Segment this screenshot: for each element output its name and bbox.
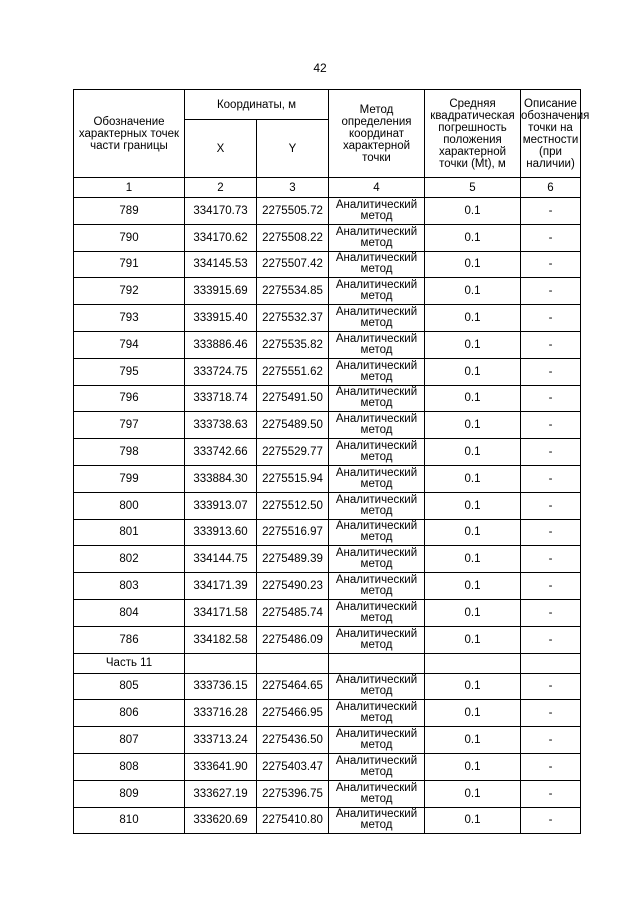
error-cell: 0.1 bbox=[425, 198, 521, 225]
y-coordinate-cell: 2275410.80 bbox=[257, 807, 329, 834]
x-coordinate-cell: 333718.74 bbox=[185, 385, 257, 412]
description-cell: - bbox=[521, 251, 581, 278]
point-id-cell: 792 bbox=[74, 278, 185, 305]
description-cell: - bbox=[521, 546, 581, 573]
description-cell: - bbox=[521, 626, 581, 653]
description-cell: - bbox=[521, 198, 581, 225]
y-coordinate-cell: 2275464.65 bbox=[257, 673, 329, 700]
error-cell: 0.1 bbox=[425, 278, 521, 305]
table-body-part-b bbox=[74, 673, 581, 834]
table-row bbox=[74, 626, 581, 653]
method-cell: Аналитический метод bbox=[329, 727, 425, 754]
description-cell: - bbox=[521, 385, 581, 412]
point-id-cell: 809 bbox=[74, 780, 185, 807]
description-cell: - bbox=[521, 519, 581, 546]
point-id-cell: 801 bbox=[74, 519, 185, 546]
description-cell: - bbox=[521, 331, 581, 358]
point-id-cell: 795 bbox=[74, 358, 185, 385]
y-coordinate-cell: 2275490.23 bbox=[257, 573, 329, 600]
x-coordinate-cell: 334145.53 bbox=[185, 251, 257, 278]
point-id-cell: 808 bbox=[74, 753, 185, 780]
header-coordinates: Координаты, м bbox=[185, 90, 329, 120]
table-row bbox=[74, 700, 581, 727]
table-row bbox=[74, 780, 581, 807]
table-row bbox=[74, 439, 581, 466]
method-cell: Аналитический метод bbox=[329, 573, 425, 600]
method-cell: Аналитический метод bbox=[329, 358, 425, 385]
header-y: Y bbox=[257, 120, 329, 178]
table-row bbox=[74, 278, 581, 305]
y-coordinate-cell: 2275508.22 bbox=[257, 224, 329, 251]
method-cell: Аналитический метод bbox=[329, 224, 425, 251]
description-cell: - bbox=[521, 224, 581, 251]
table-row bbox=[74, 358, 581, 385]
x-coordinate-cell: 333627.19 bbox=[185, 780, 257, 807]
method-cell: Аналитический метод bbox=[329, 807, 425, 834]
column-number-row bbox=[74, 178, 581, 198]
error-cell: 0.1 bbox=[425, 305, 521, 332]
x-coordinate-cell: 333886.46 bbox=[185, 331, 257, 358]
x-coordinate-cell: 333742.66 bbox=[185, 439, 257, 466]
column-number: 4 bbox=[329, 178, 425, 198]
y-coordinate-cell: 2275403.47 bbox=[257, 753, 329, 780]
x-coordinate-cell: 333724.75 bbox=[185, 358, 257, 385]
x-coordinate-cell: 334170.73 bbox=[185, 198, 257, 225]
x-coordinate-cell: 334170.62 bbox=[185, 224, 257, 251]
table-row bbox=[74, 385, 581, 412]
y-coordinate-cell: 2275485.74 bbox=[257, 599, 329, 626]
table-body-part-label bbox=[74, 653, 581, 673]
method-cell: Аналитический метод bbox=[329, 278, 425, 305]
x-coordinate-cell: 333913.07 bbox=[185, 492, 257, 519]
error-cell: 0.1 bbox=[425, 465, 521, 492]
description-cell: - bbox=[521, 727, 581, 754]
error-cell: 0.1 bbox=[425, 439, 521, 466]
description-cell: - bbox=[521, 673, 581, 700]
table-row bbox=[74, 573, 581, 600]
point-id-cell: 796 bbox=[74, 385, 185, 412]
table-row bbox=[74, 807, 581, 834]
point-id-cell: 793 bbox=[74, 305, 185, 332]
x-coordinate-cell: 333716.28 bbox=[185, 700, 257, 727]
point-id-cell: 800 bbox=[74, 492, 185, 519]
table-row bbox=[74, 492, 581, 519]
error-cell: 0.1 bbox=[425, 224, 521, 251]
y-coordinate-cell: 2275489.39 bbox=[257, 546, 329, 573]
x-coordinate-cell: 334171.39 bbox=[185, 573, 257, 600]
table-row bbox=[74, 465, 581, 492]
method-cell: Аналитический метод bbox=[329, 599, 425, 626]
page-number: 42 bbox=[313, 61, 327, 75]
x-coordinate-cell: 334144.75 bbox=[185, 546, 257, 573]
method-cell: Аналитический метод bbox=[329, 331, 425, 358]
method-cell: Аналитический метод bbox=[329, 385, 425, 412]
point-id-cell: 794 bbox=[74, 331, 185, 358]
method-cell: Аналитический метод bbox=[329, 465, 425, 492]
method-cell: Аналитический метод bbox=[329, 753, 425, 780]
column-number: 5 bbox=[425, 178, 521, 198]
point-id-cell: 786 bbox=[74, 626, 185, 653]
x-coordinate-cell: 333620.69 bbox=[185, 807, 257, 834]
y-coordinate-cell: 2275436.50 bbox=[257, 727, 329, 754]
error-cell: 0.1 bbox=[425, 700, 521, 727]
column-number: 3 bbox=[257, 178, 329, 198]
table-row bbox=[74, 753, 581, 780]
y-coordinate-cell: 2275529.77 bbox=[257, 439, 329, 466]
method-cell: Аналитический метод bbox=[329, 198, 425, 225]
error-cell: 0.1 bbox=[425, 753, 521, 780]
method-cell: Аналитический метод bbox=[329, 519, 425, 546]
y-coordinate-cell: 2275532.37 bbox=[257, 305, 329, 332]
point-id-cell: 789 bbox=[74, 198, 185, 225]
column-number: 2 bbox=[185, 178, 257, 198]
header-description: Описание обозначения точки на местности (при наличии) bbox=[521, 90, 581, 178]
y-coordinate-cell: 2275507.42 bbox=[257, 251, 329, 278]
error-cell: 0.1 bbox=[425, 626, 521, 653]
error-cell: 0.1 bbox=[425, 492, 521, 519]
column-number: 1 bbox=[74, 178, 185, 198]
y-coordinate-cell: 2275551.62 bbox=[257, 358, 329, 385]
error-cell: 0.1 bbox=[425, 331, 521, 358]
y-coordinate-cell: 2275505.72 bbox=[257, 198, 329, 225]
part-row bbox=[74, 653, 581, 673]
method-cell: Аналитический метод bbox=[329, 492, 425, 519]
x-coordinate-cell: 333738.63 bbox=[185, 412, 257, 439]
point-id-cell: 798 bbox=[74, 439, 185, 466]
point-id-cell: 802 bbox=[74, 546, 185, 573]
table-row bbox=[74, 599, 581, 626]
y-coordinate-cell: 2275535.82 bbox=[257, 331, 329, 358]
x-coordinate-cell: 333713.24 bbox=[185, 727, 257, 754]
table-row bbox=[74, 546, 581, 573]
description-cell: - bbox=[521, 573, 581, 600]
method-cell: Аналитический метод bbox=[329, 673, 425, 700]
y-coordinate-cell: 2275489.50 bbox=[257, 412, 329, 439]
description-cell: - bbox=[521, 700, 581, 727]
x-coordinate-cell: 333915.69 bbox=[185, 278, 257, 305]
header-point-designation: Обозначение характерных точек части границы bbox=[74, 90, 185, 178]
x-coordinate-cell: 333641.90 bbox=[185, 753, 257, 780]
method-cell: Аналитический метод bbox=[329, 546, 425, 573]
point-id-cell: 799 bbox=[74, 465, 185, 492]
header-x: X bbox=[185, 120, 257, 178]
column-number: 6 bbox=[521, 178, 581, 198]
table-row bbox=[74, 251, 581, 278]
description-cell: - bbox=[521, 465, 581, 492]
error-cell: 0.1 bbox=[425, 519, 521, 546]
description-cell: - bbox=[521, 439, 581, 466]
point-id-cell: 803 bbox=[74, 573, 185, 600]
error-cell: 0.1 bbox=[425, 807, 521, 834]
method-cell: Аналитический метод bbox=[329, 626, 425, 653]
x-coordinate-cell: 333736.15 bbox=[185, 673, 257, 700]
header-error: Средняя квадратическая погрешность положения характерной точки (Mt), м bbox=[425, 90, 521, 178]
error-cell: 0.1 bbox=[425, 780, 521, 807]
point-id-cell: 804 bbox=[74, 599, 185, 626]
method-cell: Аналитический метод bbox=[329, 780, 425, 807]
y-coordinate-cell: 2275512.50 bbox=[257, 492, 329, 519]
error-cell: 0.1 bbox=[425, 385, 521, 412]
table-row bbox=[74, 412, 581, 439]
point-id-cell: 791 bbox=[74, 251, 185, 278]
y-coordinate-cell: 2275534.85 bbox=[257, 278, 329, 305]
y-coordinate-cell: 2275515.94 bbox=[257, 465, 329, 492]
description-cell: - bbox=[521, 278, 581, 305]
error-cell: 0.1 bbox=[425, 546, 521, 573]
point-id-cell: 807 bbox=[74, 727, 185, 754]
point-id-cell: 790 bbox=[74, 224, 185, 251]
table-row bbox=[74, 305, 581, 332]
table-body-part-a bbox=[74, 198, 581, 654]
coordinates-table bbox=[73, 89, 590, 834]
error-cell: 0.1 bbox=[425, 358, 521, 385]
table-row bbox=[74, 727, 581, 754]
table-row bbox=[74, 331, 581, 358]
x-coordinate-cell: 334171.58 bbox=[185, 599, 257, 626]
description-cell: - bbox=[521, 807, 581, 834]
point-id-cell: 805 bbox=[74, 673, 185, 700]
error-cell: 0.1 bbox=[425, 573, 521, 600]
y-coordinate-cell: 2275491.50 bbox=[257, 385, 329, 412]
error-cell: 0.1 bbox=[425, 412, 521, 439]
method-cell: Аналитический метод bbox=[329, 305, 425, 332]
description-cell: - bbox=[521, 412, 581, 439]
y-coordinate-cell: 2275466.95 bbox=[257, 700, 329, 727]
x-coordinate-cell: 333915.40 bbox=[185, 305, 257, 332]
error-cell: 0.1 bbox=[425, 599, 521, 626]
description-cell: - bbox=[521, 358, 581, 385]
description-cell: - bbox=[521, 492, 581, 519]
y-coordinate-cell: 2275516.97 bbox=[257, 519, 329, 546]
method-cell: Аналитический метод bbox=[329, 412, 425, 439]
header-method: Метод определения координат характерной точки bbox=[329, 90, 425, 178]
x-coordinate-cell: 333913.60 bbox=[185, 519, 257, 546]
error-cell: 0.1 bbox=[425, 673, 521, 700]
method-cell: Аналитический метод bbox=[329, 251, 425, 278]
description-cell: - bbox=[521, 753, 581, 780]
description-cell: - bbox=[521, 599, 581, 626]
part-label: Часть 11 bbox=[74, 653, 185, 673]
table-row bbox=[74, 519, 581, 546]
x-coordinate-cell: 333884.30 bbox=[185, 465, 257, 492]
y-coordinate-cell: 2275486.09 bbox=[257, 626, 329, 653]
error-cell: 0.1 bbox=[425, 727, 521, 754]
method-cell: Аналитический метод bbox=[329, 439, 425, 466]
method-cell: Аналитический метод bbox=[329, 700, 425, 727]
table-row bbox=[74, 224, 581, 251]
table-row bbox=[74, 673, 581, 700]
point-id-cell: 797 bbox=[74, 412, 185, 439]
description-cell: - bbox=[521, 305, 581, 332]
error-cell: 0.1 bbox=[425, 251, 521, 278]
point-id-cell: 806 bbox=[74, 700, 185, 727]
y-coordinate-cell: 2275396.75 bbox=[257, 780, 329, 807]
x-coordinate-cell: 334182.58 bbox=[185, 626, 257, 653]
description-cell: - bbox=[521, 780, 581, 807]
table-row bbox=[74, 198, 581, 225]
point-id-cell: 810 bbox=[74, 807, 185, 834]
